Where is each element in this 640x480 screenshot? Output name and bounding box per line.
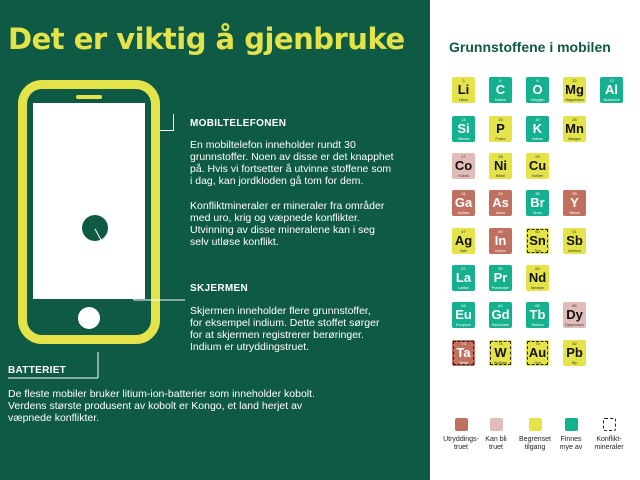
element-tile-au bbox=[526, 340, 549, 366]
element-tile-sn bbox=[526, 228, 549, 254]
element-name: Aluminium bbox=[603, 98, 620, 102]
element-name: Gull bbox=[534, 361, 541, 365]
legend-swatch-endangered bbox=[455, 418, 468, 431]
element-tile-gd bbox=[489, 302, 512, 328]
element-symbol: Tb bbox=[529, 307, 546, 322]
element-tile-ni bbox=[489, 153, 512, 179]
element-name: Indium bbox=[495, 249, 506, 253]
element-name: Praseodym bbox=[491, 286, 510, 290]
legend-swatch-conflict bbox=[603, 418, 616, 431]
mobile-heading: MOBILTELEFONEN bbox=[190, 118, 287, 129]
element-symbol: Mn bbox=[565, 121, 584, 136]
page-title: Det er viktig å gjenbruke bbox=[8, 22, 405, 56]
element-number: 49 bbox=[498, 229, 503, 234]
element-symbol: As bbox=[492, 195, 509, 210]
element-tile-ag bbox=[452, 228, 475, 254]
element-name: Kobolt bbox=[458, 174, 469, 178]
element-name: Sølv bbox=[460, 249, 467, 253]
element-tile-br bbox=[526, 190, 549, 216]
element-tile-pb bbox=[563, 340, 586, 366]
element-symbol: Sn bbox=[529, 233, 546, 248]
legend-swatch-threatened bbox=[490, 418, 503, 431]
battery-paragraph: De fleste mobiler bruker litium-ion-batterier som inneholder kobolt. Verdens største produsent av kobolt er Kongo, et land herjet av væpnede konflikter. bbox=[8, 388, 315, 424]
element-name: Neodym bbox=[530, 286, 545, 290]
screen-paragraph: Skjermen inneholder flere grunnstoffer, for eksempel indium. Dette stoffet sørger for at skjermen registrerer berøringer. Indium er utryddingstruet. bbox=[190, 305, 380, 353]
element-symbol: La bbox=[455, 270, 472, 285]
element-symbol: Li bbox=[457, 82, 470, 97]
element-number: 3 bbox=[462, 78, 465, 83]
element-name: Antimon bbox=[568, 249, 581, 253]
element-number: 29 bbox=[535, 154, 540, 159]
element-name: Magnesium bbox=[565, 98, 584, 102]
element-tile-mn bbox=[563, 116, 586, 142]
element-number: 31 bbox=[461, 191, 466, 196]
element-name: Tantal bbox=[458, 361, 469, 365]
element-tile-dy bbox=[563, 302, 586, 328]
element-number: 65 bbox=[535, 303, 540, 308]
element-symbol: Al bbox=[605, 82, 618, 97]
element-number: 82 bbox=[572, 341, 577, 346]
element-symbol: Au bbox=[528, 345, 547, 360]
element-number: 79 bbox=[535, 341, 540, 346]
element-number: 57 bbox=[461, 266, 466, 271]
element-name: Gadolinium bbox=[491, 323, 510, 327]
element-number: 50 bbox=[535, 229, 540, 234]
element-name: Yttrium bbox=[568, 211, 581, 215]
element-tile-in bbox=[489, 228, 512, 254]
element-tile-k bbox=[526, 116, 549, 142]
element-tile-eu bbox=[452, 302, 475, 328]
grid-title: Grunnstoffene i mobilen bbox=[449, 39, 611, 55]
element-name: Kobber bbox=[531, 174, 544, 178]
element-symbol: K bbox=[532, 121, 543, 136]
element-number: 19 bbox=[535, 117, 540, 122]
legend-label-limited: Begrenset tilgang bbox=[519, 436, 551, 451]
legend-label-conflict: Konflikt- mineraler bbox=[594, 436, 624, 451]
element-symbol: Sb bbox=[566, 233, 583, 248]
element-symbol: Cu bbox=[528, 158, 547, 173]
element-tile-as bbox=[489, 190, 512, 216]
element-tile-pr bbox=[489, 265, 512, 291]
element-symbol: Dy bbox=[566, 307, 583, 322]
element-number: 33 bbox=[498, 191, 503, 196]
mobile-paragraph-2: Konfliktmineraler er mineraler fra områder med uro, krig og væpnede konflikter. Utvinning av disse mineralene kan i seg selv utløse konflikt. bbox=[190, 200, 385, 248]
element-tile-y bbox=[563, 190, 586, 216]
element-tile-li bbox=[452, 77, 475, 103]
element-symbol: Br bbox=[530, 195, 545, 210]
element-number: 74 bbox=[498, 341, 503, 346]
element-number: 6 bbox=[499, 78, 502, 83]
element-tile-co bbox=[452, 153, 475, 179]
element-tile-mg bbox=[563, 77, 586, 103]
element-number: 47 bbox=[461, 229, 466, 234]
legend-label-threatened: Kan bli truet bbox=[485, 436, 507, 451]
element-symbol: Si bbox=[457, 121, 470, 136]
element-name: Wolfram bbox=[494, 361, 507, 365]
element-name: Litium bbox=[458, 98, 469, 102]
element-tile-si bbox=[452, 116, 475, 142]
element-name: Silisium bbox=[457, 137, 470, 141]
element-name: Dysprosium bbox=[565, 323, 584, 327]
element-tile-la bbox=[452, 265, 475, 291]
element-name: Terbium bbox=[531, 323, 544, 327]
element-number: 8 bbox=[536, 78, 539, 83]
element-symbol: Pb bbox=[566, 345, 583, 360]
mobile-paragraph-1: En mobiltelefon inneholder rundt 30 grunnstoffer. Noen av disse er det knapphet på. Hvis vi fortsetter å utvinne stoffene som i dag, kan jordkloden gå tom for dem. bbox=[190, 139, 394, 187]
element-tile-tb bbox=[526, 302, 549, 328]
element-number: 66 bbox=[572, 303, 577, 308]
element-number: 35 bbox=[535, 191, 540, 196]
element-number: 27 bbox=[461, 154, 466, 159]
element-number: 28 bbox=[498, 154, 503, 159]
element-tile-w bbox=[489, 340, 512, 366]
element-symbol: Eu bbox=[455, 307, 472, 322]
element-tile-o bbox=[526, 77, 549, 103]
element-number: 60 bbox=[535, 266, 540, 271]
element-number: 14 bbox=[461, 117, 466, 122]
element-tile-al bbox=[600, 77, 623, 103]
element-tile-ta bbox=[452, 340, 475, 366]
element-symbol: Mg bbox=[565, 82, 584, 97]
element-symbol: Nd bbox=[528, 270, 547, 285]
element-tile-c bbox=[489, 77, 512, 103]
element-symbol: Gd bbox=[491, 307, 510, 322]
element-symbol: Ga bbox=[454, 195, 473, 210]
element-name: Kalium bbox=[532, 137, 543, 141]
element-name: Gallium bbox=[457, 211, 470, 215]
element-symbol: Ta bbox=[456, 345, 471, 360]
element-name: Mangan bbox=[568, 137, 581, 141]
element-tile-nd bbox=[526, 265, 549, 291]
element-symbol: C bbox=[495, 82, 506, 97]
element-name: Fosfor bbox=[495, 137, 506, 141]
element-number: 15 bbox=[498, 117, 503, 122]
element-number: 12 bbox=[572, 78, 577, 83]
element-symbol: Co bbox=[454, 158, 473, 173]
element-name: Oksygen bbox=[530, 98, 545, 102]
element-number: 59 bbox=[498, 266, 503, 271]
element-symbol: Y bbox=[570, 195, 579, 210]
element-name: Arsen bbox=[495, 211, 506, 215]
element-number: 73 bbox=[461, 341, 466, 346]
element-number: 63 bbox=[461, 303, 466, 308]
element-tile-p bbox=[489, 116, 512, 142]
element-number: 39 bbox=[572, 191, 577, 196]
element-name: Nikkel bbox=[495, 174, 506, 178]
element-symbol: P bbox=[496, 121, 505, 136]
element-number: 64 bbox=[498, 303, 503, 308]
element-name: Lantan bbox=[458, 286, 469, 290]
legend-swatch-plentiful bbox=[565, 418, 578, 431]
element-tile-sb bbox=[563, 228, 586, 254]
element-tile-ga bbox=[452, 190, 475, 216]
element-tile-cu bbox=[526, 153, 549, 179]
element-symbol: W bbox=[494, 345, 507, 360]
element-name: Karbon bbox=[494, 98, 507, 102]
element-number: 51 bbox=[572, 229, 577, 234]
element-name: Brom bbox=[533, 211, 542, 215]
element-symbol: Ag bbox=[454, 233, 473, 248]
legend-swatch-limited bbox=[529, 418, 542, 431]
element-number: 25 bbox=[572, 117, 577, 122]
screen-heading: SKJERMEN bbox=[190, 283, 248, 294]
element-name: Tinn bbox=[534, 249, 541, 253]
element-symbol: O bbox=[532, 82, 543, 97]
element-number: 13 bbox=[609, 78, 614, 83]
element-name: Europium bbox=[456, 323, 471, 327]
legend-label-plentiful: Finnes mye av bbox=[559, 436, 583, 451]
element-name: Bly bbox=[572, 361, 577, 365]
element-symbol: Pr bbox=[493, 270, 508, 285]
element-symbol: Ni bbox=[494, 158, 507, 173]
element-symbol: In bbox=[494, 233, 507, 248]
legend-label-endangered: Utryddings- truet bbox=[443, 436, 479, 451]
battery-heading: BATTERIET bbox=[8, 365, 67, 376]
